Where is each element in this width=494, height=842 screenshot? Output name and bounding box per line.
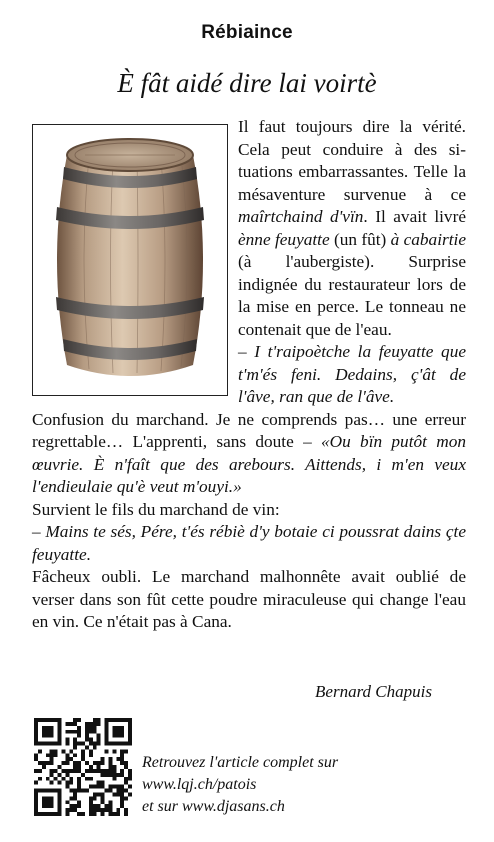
paragraph-conclusion: Fâcheux oubli. Le marchand malhonnête avait oublié de verser dans son fût cette poudre miraculeuse qui change l'eau en vin. Ce n'était pas à Cana. [32,567,466,631]
paragraph-confusion: Confusion du marchand. Je ne comprends pas… une erreur regrettable… L'apprenti, sans doute – «Ou bïn putôt mon œuvrie. È n'faît que des arebours. Aittends, i m'en veux l'endieulaie qu'è veut m'ouyi.» [32,409,466,496]
footer-line-1: Retrouvez l'article complet sur [142,754,339,771]
section-heading: Rébiaince [201,22,293,43]
qr-code-icon[interactable] [34,718,132,816]
paragraph-son: Survient le fils du marchand de vin: [32,499,280,519]
author-signature: Bernard Chapuis [315,682,432,701]
article-body [32,116,466,634]
footer-link-lqj[interactable]: www.lqj.ch/patois [142,776,257,793]
quote-restaurateur: – I t'raipoètche la feuyatte que t'm'és feni. Dedains, ç'ât de l'âve, ran que de l'âve. [238,342,466,406]
quote-son: – Mains te sés, Pére, t'és rébiè d'y botaie ci poussrat dains çte feuyatte. [32,522,466,564]
footer-link-djasans[interactable]: et sur www.djasans.ch [142,798,285,815]
article-title: È fât aidé dire lai voirtè [117,68,377,98]
paragraph-intro: Il faut toujours dire la vérité. Cela peut conduire à des situations embarrassantes. Telle la mésaventure survenue à ce maîrtchaind d'vïn. Il avait livré ènne feuyatte (un fût) à cabairtie (à l'aubergiste). Surprise indignée du restaurateur lors de la mise en perce. Le tonneau ne contenait que de l'eau. [238,117,467,339]
footer-note [142,752,338,818]
